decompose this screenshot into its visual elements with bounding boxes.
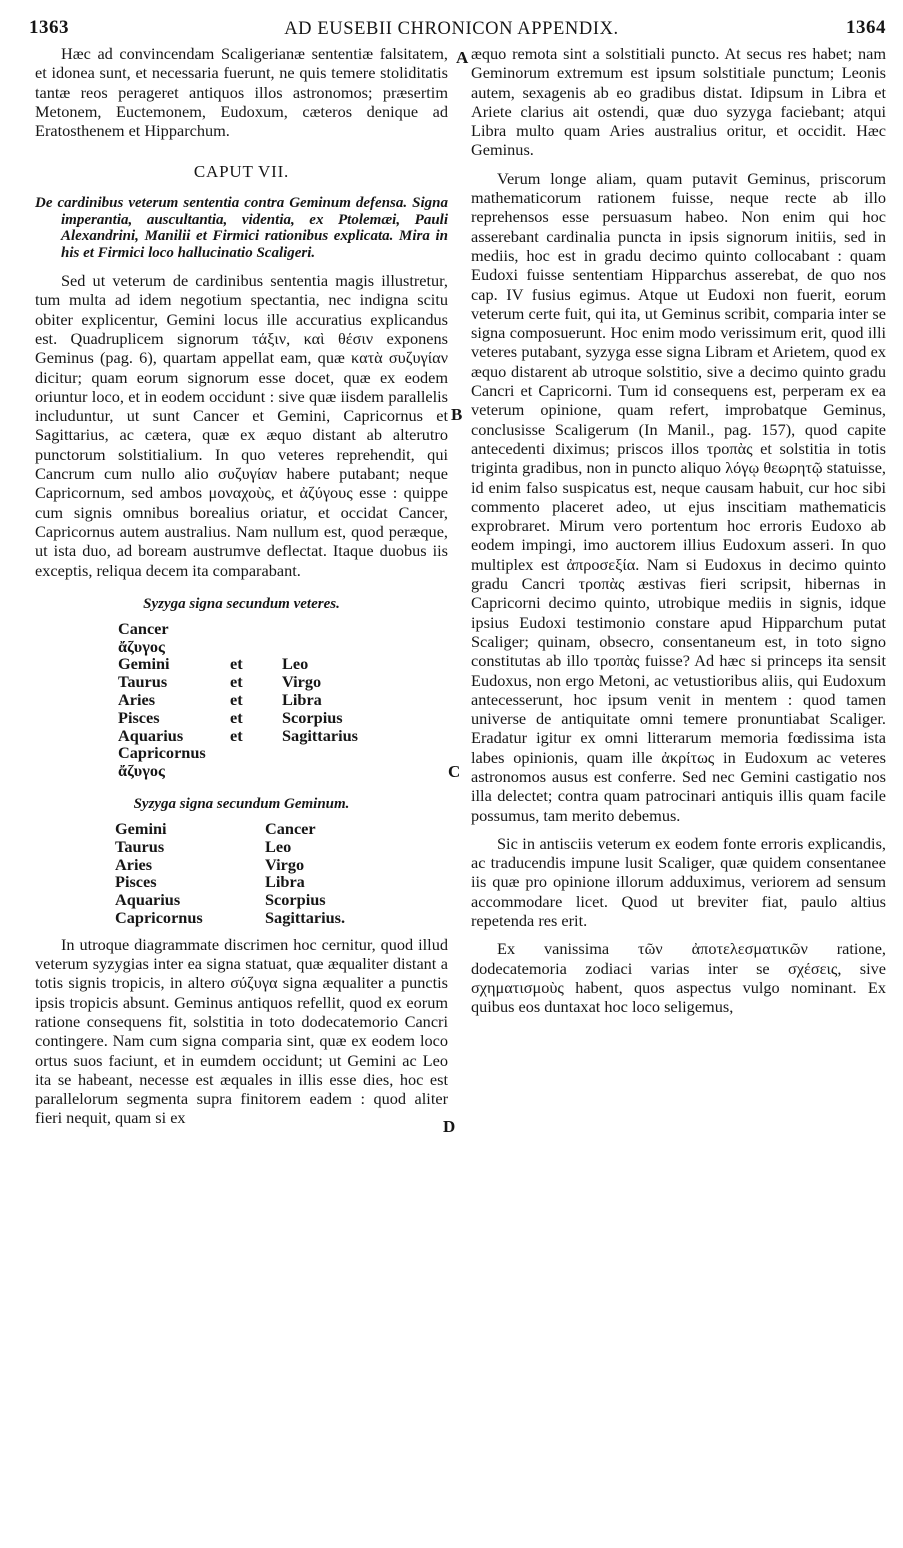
sign-name: [282, 638, 432, 656]
paragraph: Ex vanissima τῶν ἀποτελεσματικῶν ratione, dodecatemoria zodiaci varias inter se σχέσεις, sive σχηματισμοὺς habent, quos aspectus vulgo nominant. Ex quibus eos duntaxat hoc loco seligemus,: [471, 939, 886, 1017]
diagram-row: [35, 709, 448, 727]
conjunction: [230, 638, 282, 656]
diagram-title: Syzyga signa secundum veteres.: [143, 595, 340, 612]
sign-name: Libra: [265, 872, 305, 892]
conjunction: et: [230, 672, 243, 692]
sign-name: Libra: [282, 690, 322, 710]
margin-letter-d: D: [443, 1117, 456, 1136]
sign-name: Aquarius: [118, 725, 184, 745]
sign-name: Leo: [282, 654, 309, 674]
sign-name: Sagittarius: [282, 725, 358, 745]
diagram-row: [35, 638, 448, 656]
chapter-summary: De cardinibus veterum sententia contra Geminum defensa. Signa imperantia, auscultantia, videntia, ex Ptolemæi, Pauli Alexandrini, Manilii et Firmici rationibus explicata. Mira in his et Firmici loco hallucinatio Scaligeri.: [35, 195, 448, 261]
sign-name: Virgo: [282, 672, 322, 692]
left-column: [35, 44, 448, 1128]
diagram-title: Syzyga signa secundum Geminum.: [133, 796, 350, 813]
sign-name: Taurus: [115, 836, 165, 856]
diagram-row: [35, 856, 448, 874]
sign-name: Gemini: [115, 819, 167, 839]
conjunction: et: [230, 725, 243, 745]
diagram-row: [35, 891, 448, 909]
conjunction: et: [230, 707, 243, 727]
paragraph: Verum longe aliam, quam putavit Geminus, priscorum mathematicorum rationem fuisse, neque recte ab illo reprehensos esse persuasum habeo. Non enim qui hoc asserebant cardinalia puncta in ipsis signorum initiis, sed in mediis, hoc est in gradu decimo quinto collocabant : quam Eudoxi fuisse sententiam Hipparchus asserebat, de quo nos cap. IV fusius egimus. Atque ut Eudoxi non fuerit, eorum veterum certe fuit, qui ita, ut Geminus scribit, comparia inter se signa composuerunt. Hoc enim modo verissimum erit, quod illi veteres putabant, syzyga esse signa Libram et Arietem, quod ex æquo distarent ab utroque solstitio, sive a decimo quinto gradu Cancri et Capricorni. Tum id consequens est, perperam ex ea veterum opinione, quam refert, improbatque Geminus, conclusisse Scaligerum (In Manil., pag. 157), quod capite antecedenti diximus; priscos illos τροπὰς et solstitia in totis triginta gradibus, non in puncto aliquo λόγῳ θεωρητῷ statuisse, id enim falso suspicatus est, neque causam habuit, cur hoc sibi commento placeret adeo, ut ejus inscitiam mathematicis exprobraret. Mirum vero portentum hoc erroris Eudoxo ab eodem impingi, imo auctorem illius Eudoxum asseri. In quo multiplex est ἀπροσεξία. Nam si Eudoxus in decimo quinto gradu Cancri τροπὰς æstivas fieri scripsit, hibernas in Capricorni decimo quinto, utrobique mediis in signis, idque ipsius Eudoxi testimonio constare apud Hipparchum putat Scaliger; quinam, obsecro, consentaneum est, in toto signo constitutas ab illo τροπὰς fuisse? Ad hæc si princeps ita sensit Eudoxus, non ergo Metoni, ac vetustioribus aliis, qui Eudoxum antecesserunt, hoc ipsum venit in mentem : quod tamen universe de antiquitate omni temere pronuntiabat Scaliger. Eradatur igitur ex omni litterarum memoria fœdissima ista labes opinionis, quam ille ἀκρίτως in Eudoxum ac veteres astronomos ausus est conferre. Sed nec Gemini castigatio nos illa delectet; contra quam patrocinari antiquis illis quam facile possumus, tam merito debemus.: [471, 168, 886, 825]
chapter-heading: CAPUT VII.: [193, 162, 290, 182]
diagram-row: [35, 838, 448, 856]
sign-name: Capricornus: [115, 908, 203, 928]
conjunction: [230, 744, 282, 762]
diagram-row: [35, 762, 448, 780]
sign-name: Taurus: [118, 672, 168, 692]
paragraph: Sic in antisciis veterum ex eodem fonte erroris explicandis, ac traducendis impune lusit Scaliger, quæ quidem consentanee iis quæ pro opinione illorum adduximus, veriorem ad sensum accommodare licet. Quod ut breviter fiat, paulo altius repetenda res erit.: [471, 833, 886, 931]
paragraph-continued: æquo remota sint a solstitiali puncto. At secus res habet; nam Geminorum extremum est ipsum solstitiale punctum; Leonis autem, sexagenis ab eo gradibus distat. Idipsum in Libra et Ariete clarius ait ostendi, quæ duo syzyga faciebant; atqui Libra multo quam Aries australius oritur, et occidit. Hæc Geminus.: [471, 44, 886, 160]
margin-letter-b: B: [451, 405, 463, 424]
diagram-geminum: [35, 796, 448, 927]
conjunction: et: [230, 690, 243, 710]
sign-name: Cancer: [118, 618, 169, 638]
paragraph-end: In utroque diagrammate discrimen hoc cernitur, quod illud veterum syzygias inter ea signa statuat, quæ æqualiter distant a totis signis tropicis, in altero σύζυγα signa æqualiter a punctis ipsis tropicis absunt. Geminus antiquos refellit, quod ex eorum ratione consequens fit, solstitia in toto dodecatemorio Cancri contingere. Nam cum signa comparia sint, quæ ex eodem loco ortus suos faciunt, et in eumdem occidunt; ut Gemini ac Leo ita se habeant, necesse est æquales in illis esse dies, hoc est parallelorum segmenta supra finitorem eadem : quod aliter fieri nequit, quam si ex: [35, 934, 448, 1128]
diagram-row: [35, 620, 448, 638]
page-number-right: 1364: [846, 17, 886, 38]
diagram-veteres: [35, 596, 448, 780]
sign-name: Sagittarius.: [265, 908, 346, 928]
sign-name: Aquarius: [115, 890, 181, 910]
sign-name: [282, 744, 432, 762]
sign-name: Pisces: [115, 872, 157, 892]
diagram-row: [35, 727, 448, 745]
sign-name: Virgo: [265, 854, 305, 874]
diagram-row: [35, 873, 448, 891]
sign-name: ἄζυγος: [118, 636, 165, 656]
paragraph-main: Sed ut veterum de cardinibus sententia magis illustretur, tum multa ad idem negotium spectantia, nec indigna scitu obiter explicentur, Gemini locus ille accuratius explicandus est. Quadruplicem signorum τάξιν, καὶ θέσιν exponens Geminus (pag. 6), quartam appellat eam, quæ κατὰ συζυγίαν dicitur; quam eorum signorum esse docet, quæ ex eodem oriuntur loco, et in eodem occidunt : sive quæ iisdem parallelis includuntur, ut sunt Cancer et Gemini, Capricornus et Sagittarius, ac cætera, quæ ex æquo distant ab alterutro punctorum solstitialium. In quo veteres reprehendit, qui Cancrum cum nullo alio συζυγίαν habere putabant; neque Capricornum, sed ambos μοναχοὺς, et ἀζύγους esse : quippe cum signis omnibus borealius oriatur, et occidat Cancer, Capricornus autem australius. Nam nullum est, quod peræque, ut ista duo, ad boream austrumve deflectat. Itaque duobus iis exceptis, reliqua decem ita comparabant.: [35, 271, 448, 580]
right-column: [471, 44, 886, 1017]
page-header: [0, 17, 903, 43]
sign-name: Capricornus: [118, 743, 206, 763]
sign-name: Aries: [115, 854, 153, 874]
sign-name: Scorpius: [265, 890, 326, 910]
diagram-row: [35, 820, 448, 838]
sign-name: [282, 762, 432, 780]
paragraph-intro: Hæc ad convincendam Scaligerianæ sententiæ falsitatem, et idonea sunt, et necessaria fuerunt, ne quis temere stoliditatis tantæ reos perageret antiquos illos astronomos; præsertim Metonem, Euctemonem, Eudoxum, cæteros denique ad Eratosthenem et Hipparchum.: [35, 44, 448, 141]
sign-name: Leo: [265, 836, 292, 856]
conjunction: et: [230, 654, 243, 674]
conjunction: [230, 762, 282, 780]
diagram-row: [35, 673, 448, 691]
conjunction: [230, 620, 282, 638]
sign-name: Scorpius: [282, 707, 343, 727]
margin-letter-a: A: [456, 48, 469, 67]
diagram-row: [35, 744, 448, 762]
diagram-row: [35, 909, 448, 927]
page-number-left: 1363: [29, 17, 69, 38]
sign-name: Cancer: [265, 819, 316, 839]
diagram-row: [35, 691, 448, 709]
margin-letter-c: C: [448, 762, 461, 781]
sign-name: ἄζυγος: [118, 761, 165, 781]
running-title: AD EUSEBII CHRONICON APPENDIX.: [284, 19, 619, 39]
sign-name: Gemini: [118, 654, 170, 674]
sign-name: [282, 620, 432, 638]
sign-name: Pisces: [118, 707, 160, 727]
sign-name: Aries: [118, 690, 156, 710]
diagram-row: [35, 655, 448, 673]
